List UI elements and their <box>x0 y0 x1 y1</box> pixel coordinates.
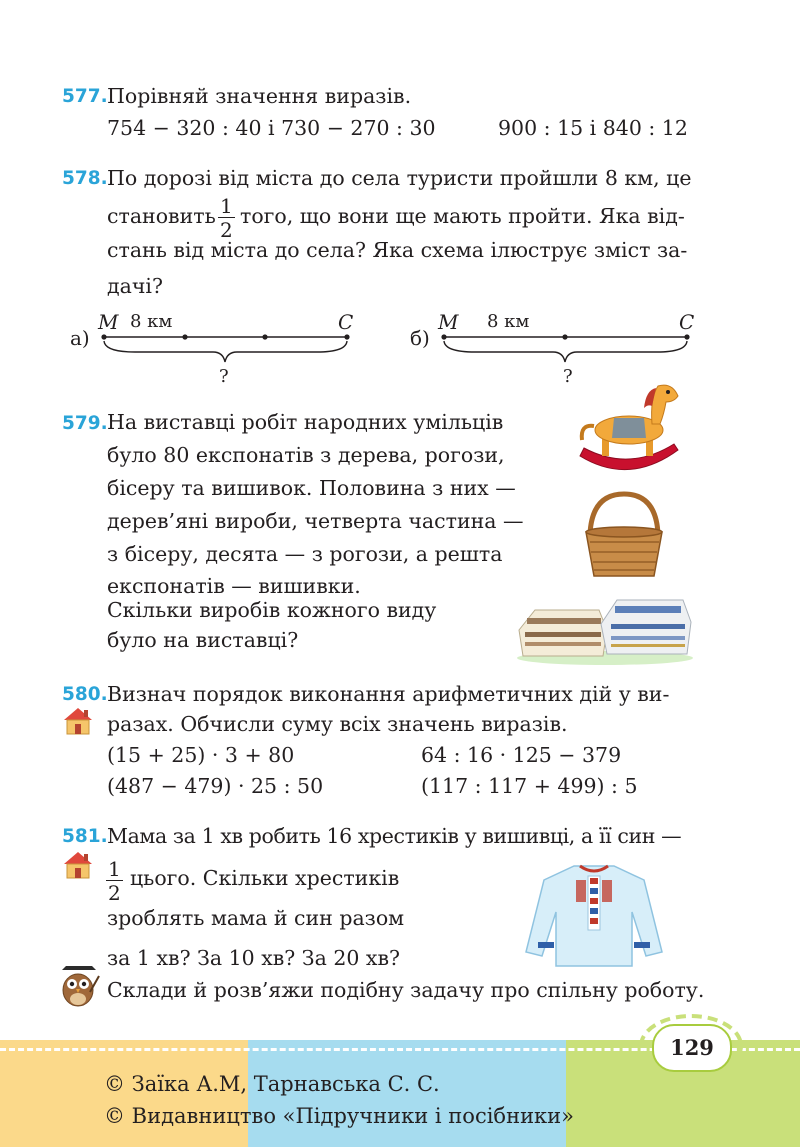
scheme-b-point <box>684 334 689 339</box>
task-581-line5: Склади й розв’яжи подібну задачу про спільну роботу. <box>107 978 705 1002</box>
task-577-expr1: 754 − 320 : 40 і 730 − 270 : 30 <box>107 116 436 140</box>
fraction-numerator: 1 <box>220 194 233 218</box>
scheme-b-point <box>441 334 446 339</box>
footer-publisher: © Видавництво «Підручники і посібники» <box>104 1104 575 1128</box>
basket-icon <box>582 490 666 582</box>
scheme-b-brace <box>444 341 687 362</box>
homework-house-icon <box>62 706 94 736</box>
page-number: 129 <box>652 1024 732 1072</box>
task-579-line: експонатів — вишивки. <box>107 574 361 598</box>
scheme-a-distance: 8 км <box>130 311 173 332</box>
scheme-a-question: ? <box>219 366 229 387</box>
task-579-line: бісеру та вишивок. Половина з них — <box>107 476 516 500</box>
task-579-line: з бісеру, десята — з рогози, а решта <box>107 542 503 566</box>
task-580-expr2: 64 : 16 · 125 − 379 <box>421 743 622 767</box>
task-577-text: Порівняй значення виразів. <box>107 84 412 108</box>
task-580-line2: разах. Обчисли суму всіх значень виразів. <box>107 712 568 736</box>
scheme-b-point <box>562 334 567 339</box>
embroidered-towels-icon <box>515 594 695 666</box>
scheme-b-diagram <box>435 325 697 370</box>
scheme-a-diagram <box>95 325 357 370</box>
task-577-expr2: 900 : 15 і 840 : 12 <box>498 116 688 140</box>
homework-house-icon <box>62 850 94 880</box>
task-578-line3: стань від міста до села? Яка схема ілюструє зміст за- <box>107 238 688 262</box>
scheme-b-distance: 8 км <box>487 311 530 332</box>
task-580-expr3: (487 − 479) · 25 : 50 <box>107 774 324 798</box>
task-580-expr4: (117 : 117 + 499) : 5 <box>421 774 638 798</box>
scheme-a-brace <box>104 341 347 362</box>
footer-author: © Заїка А.М, Тарнавська С. С. <box>104 1072 440 1096</box>
rocking-horse-icon <box>574 378 684 478</box>
task-580-expr1: (15 + 25) · 3 + 80 <box>107 743 295 767</box>
fraction-denominator: 2 <box>220 218 233 242</box>
scheme-b-question: ? <box>563 366 573 387</box>
fraction-denominator: 2 <box>108 881 121 905</box>
scheme-a-label: а) <box>70 326 90 350</box>
task-578-line1: По дорозі від міста до села туристи пройшли 8 км, це <box>107 166 692 190</box>
task-578-line2a: становить <box>107 204 216 228</box>
task-581-line2: цього. Скільки хрестиків <box>130 866 400 890</box>
scheme-a-point <box>262 334 267 339</box>
task-number-581: 581. <box>62 826 108 847</box>
task-581-line1: Мама за 1 хв робить 16 хрестиків у вишивці, а її син — <box>107 824 682 848</box>
scheme-b-label: б) <box>410 326 430 350</box>
task-number-577: 577. <box>62 86 108 107</box>
scheme-b-start: M <box>438 310 459 334</box>
scheme-b-end: C <box>679 310 695 334</box>
task-581-fraction <box>106 859 123 903</box>
scheme-a-point <box>101 334 106 339</box>
task-579-line: На виставці робіт народних умільців <box>107 410 504 434</box>
task-579-line: дерев’яні вироби, четверта частина — <box>107 509 524 533</box>
scheme-a-point <box>344 334 349 339</box>
task-581-line3: зроблять мама й син разом <box>107 906 405 930</box>
task-578-line2b: того, що вони ще мають пройти. Яка від- <box>240 204 685 228</box>
task-578-line4: дачі? <box>107 274 163 298</box>
task-578-fraction <box>218 196 235 240</box>
task-581-line4: за 1 хв? За 10 хв? За 20 хв? <box>107 946 401 970</box>
task-number-580: 580. <box>62 684 108 705</box>
scheme-a-end: C <box>338 310 354 334</box>
task-579-line: було 80 експонатів з дерева, рогози, <box>107 443 505 467</box>
task-number-578: 578. <box>62 168 108 189</box>
task-579-line: Скільки виробів кожного виду <box>107 598 437 622</box>
embroidered-shirt-icon <box>524 862 664 972</box>
scheme-a-point <box>182 334 187 339</box>
task-580-line1: Визнач порядок виконання арифметичних дій у ви- <box>107 682 670 706</box>
scheme-a-start: M <box>98 310 119 334</box>
task-579-line: було на виставці? <box>107 628 299 652</box>
fraction-numerator: 1 <box>108 857 121 881</box>
task-number-579: 579. <box>62 413 108 434</box>
owl-teacher-icon <box>56 962 100 1008</box>
